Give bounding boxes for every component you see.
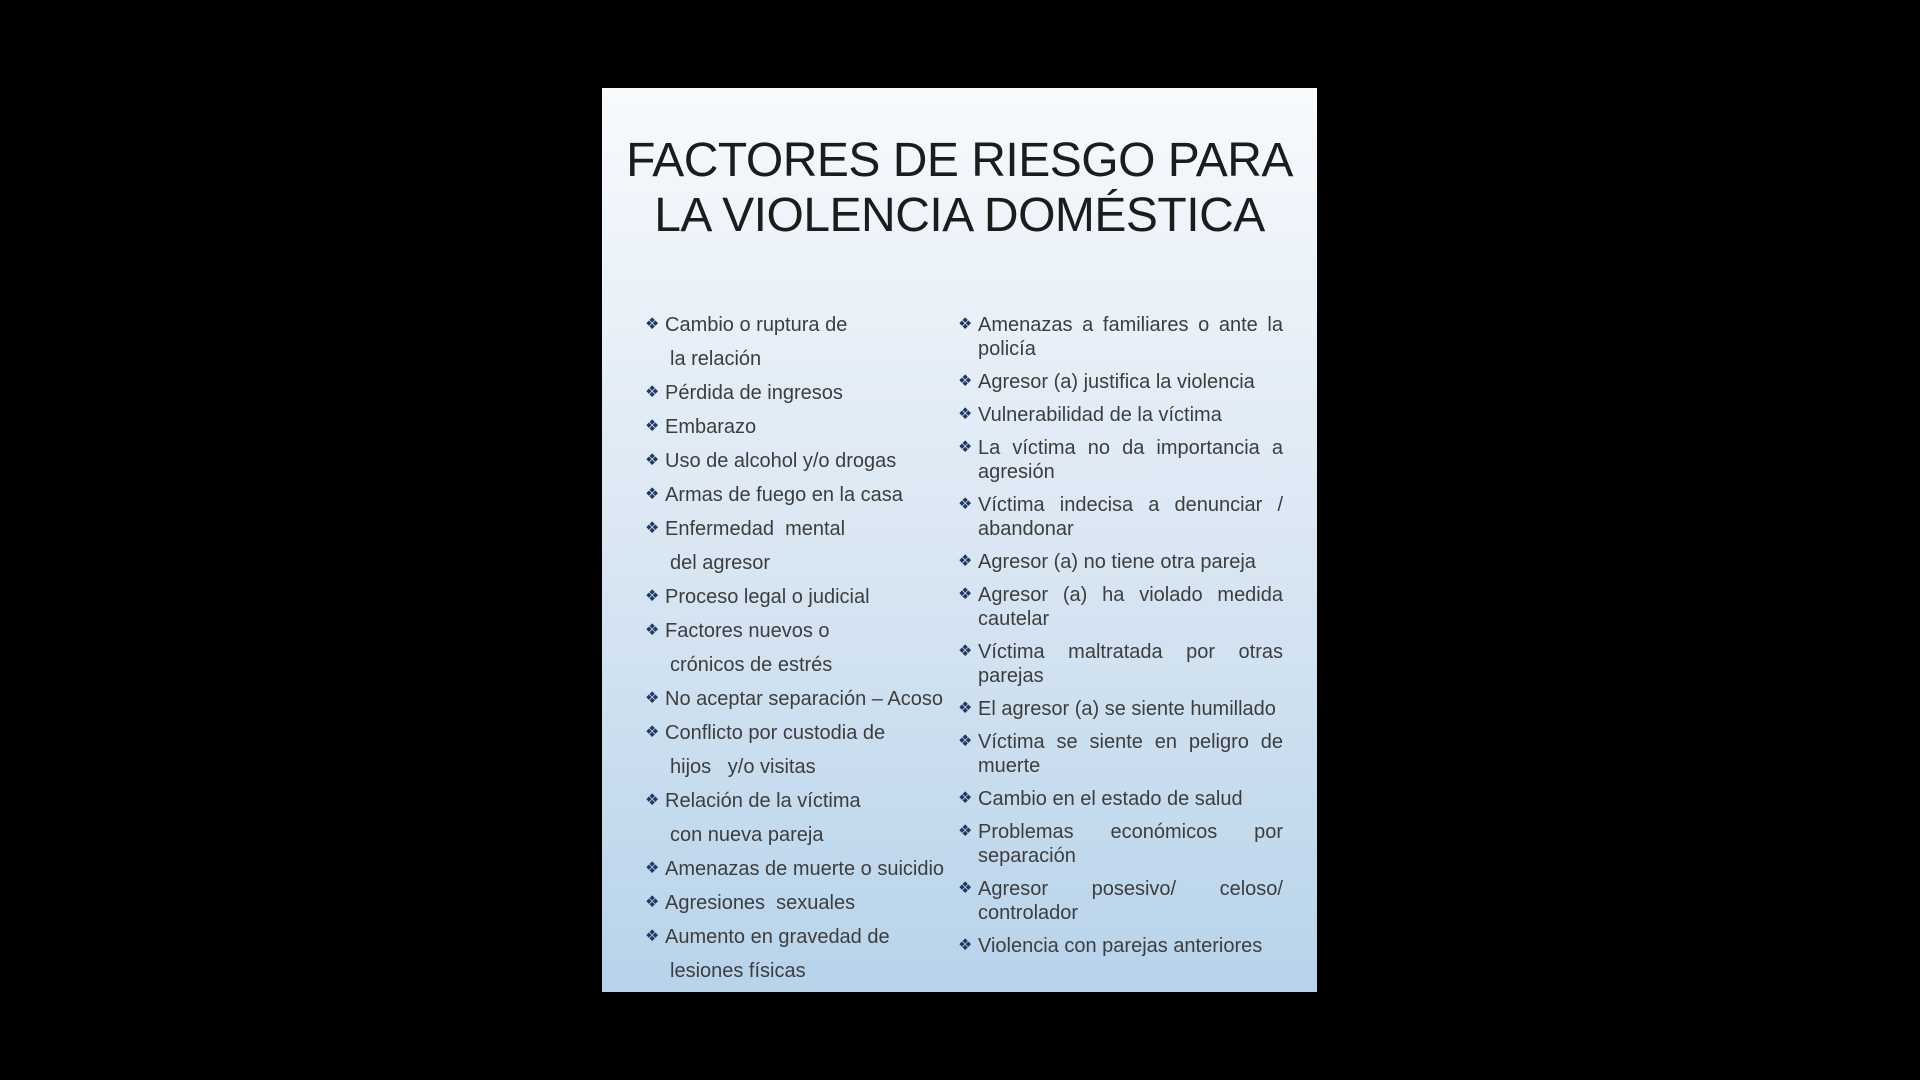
list-item <box>645 478 958 512</box>
list-item <box>645 886 958 920</box>
bullet-diamond-icon: ❖ <box>958 790 973 807</box>
list-item <box>645 444 958 478</box>
list-item-text: Agresiones sexuales <box>665 892 856 914</box>
list-item-text: Relación de la víctima <box>665 790 861 812</box>
bullet-diamond-icon: ❖ <box>645 724 660 741</box>
bullet-diamond-icon: ❖ <box>958 586 973 603</box>
list-item-text: El agresor (a) se siente humillado <box>978 698 1276 720</box>
list-item-text: Agresor posesivo/ celoso/ controlador <box>978 878 1283 924</box>
list-item <box>645 410 958 444</box>
list-item-text: Víctima se siente en peligro de muerte <box>978 731 1283 777</box>
list-item-text: Violencia con parejas anteriores <box>978 935 1263 957</box>
bullet-diamond-icon: ❖ <box>645 486 660 503</box>
bullet-diamond-icon: ❖ <box>645 384 660 401</box>
list-item <box>958 403 1283 427</box>
bullet-diamond-icon: ❖ <box>958 316 973 333</box>
list-item <box>645 682 958 716</box>
list-item-text: crónicos de estrés <box>670 654 833 676</box>
bullet-diamond-icon: ❖ <box>958 643 973 660</box>
list-item <box>958 640 1283 688</box>
list-item-text: con nueva pareja <box>670 824 824 846</box>
bullet-diamond-icon: ❖ <box>645 588 660 605</box>
bullet-diamond-icon: ❖ <box>645 316 660 333</box>
left-column <box>645 308 958 992</box>
list-item <box>958 550 1283 574</box>
list-item <box>645 784 958 852</box>
bullet-diamond-icon: ❖ <box>958 700 973 717</box>
list-item-text: Cambio en el estado de salud <box>978 788 1243 810</box>
bullet-diamond-icon: ❖ <box>645 690 660 707</box>
list-item-text: Agresor (a) ha violado medida cautelar <box>978 584 1283 630</box>
list-item <box>645 308 958 376</box>
bullet-diamond-icon: ❖ <box>958 553 973 570</box>
bullet-diamond-icon: ❖ <box>645 860 660 877</box>
list-item <box>958 820 1283 868</box>
bullet-diamond-icon: ❖ <box>645 418 660 435</box>
bullet-diamond-icon: ❖ <box>958 937 973 954</box>
list-item-text: Aumento en gravedad de <box>665 926 890 948</box>
list-item <box>958 934 1283 958</box>
list-item-text: Embarazo <box>665 416 757 438</box>
bullet-diamond-icon: ❖ <box>645 792 660 809</box>
list-item-text: Pérdida de ingresos <box>665 382 843 404</box>
slide-title <box>602 88 1317 243</box>
list-item <box>645 716 958 784</box>
bullet-diamond-icon: ❖ <box>645 894 660 911</box>
list-item <box>958 493 1283 541</box>
bullet-diamond-icon: ❖ <box>645 452 660 469</box>
list-item <box>958 877 1283 925</box>
list-item-text: Agresor (a) justifica la violencia <box>978 371 1255 393</box>
bullet-list-columns <box>645 308 1283 992</box>
bullet-diamond-icon: ❖ <box>958 373 973 390</box>
list-item-text: Uso de alcohol y/o drogas <box>665 450 897 472</box>
bullet-diamond-icon: ❖ <box>958 496 973 513</box>
list-item <box>645 852 958 886</box>
bullet-diamond-icon: ❖ <box>958 439 973 456</box>
list-item <box>958 583 1283 631</box>
list-item-text: Vulnerabilidad de la víctima <box>978 404 1222 426</box>
list-item-text: hijos y/o visitas <box>670 756 816 778</box>
list-item-text: Víctima indecisa a denunciar / abandonar <box>978 494 1283 540</box>
list-item <box>958 313 1283 361</box>
list-item-text: la relación <box>670 348 762 370</box>
list-item-text: Conflicto por custodia de <box>665 722 886 744</box>
list-item-text: Agresor (a) no tiene otra pareja <box>978 551 1256 573</box>
slide-title-line-1: FACTORES DE RIESGO PARA <box>626 134 1293 187</box>
list-item-text: No aceptar separación – Acoso <box>665 688 943 710</box>
list-item-text: Proceso legal o judicial <box>665 586 870 608</box>
list-item-text: Amenazas de muerte o suicidio <box>665 858 945 880</box>
bullet-diamond-icon: ❖ <box>645 622 660 639</box>
slide-title-line-2: LA VIOLENCIA DOMÉSTICA <box>654 189 1265 242</box>
list-item <box>958 730 1283 778</box>
list-item <box>958 697 1283 721</box>
list-item-text: del agresor <box>670 552 771 574</box>
bullet-diamond-icon: ❖ <box>958 733 973 750</box>
bullet-diamond-icon: ❖ <box>645 928 660 945</box>
list-item <box>958 436 1283 484</box>
list-item <box>958 370 1283 394</box>
slide <box>602 88 1317 992</box>
list-item-text: Armas de fuego en la casa <box>665 484 903 506</box>
bullet-diamond-icon: ❖ <box>958 823 973 840</box>
list-item <box>645 920 958 988</box>
list-item <box>645 376 958 410</box>
bullet-diamond-icon: ❖ <box>958 406 973 423</box>
bullet-diamond-icon: ❖ <box>645 520 660 537</box>
list-item-text: Enfermedad mental <box>665 518 846 540</box>
list-item <box>645 512 958 580</box>
list-item-text: lesiones físicas <box>670 960 806 982</box>
list-item-text: Cambio o ruptura de <box>665 314 848 336</box>
list-item <box>958 787 1283 811</box>
list-item <box>645 580 958 614</box>
right-column <box>958 308 1283 992</box>
bullet-diamond-icon: ❖ <box>958 880 973 897</box>
list-item-text: Problemas económicos por separación <box>978 821 1283 867</box>
list-item-text: Amenazas a familiares o ante la policía <box>978 314 1283 360</box>
list-item-text: Víctima maltratada por otras parejas <box>978 641 1283 687</box>
list-item-text: Factores nuevos o <box>665 620 830 642</box>
list-item <box>645 614 958 682</box>
list-item-text: La víctima no da importancia a agresión <box>978 437 1283 483</box>
